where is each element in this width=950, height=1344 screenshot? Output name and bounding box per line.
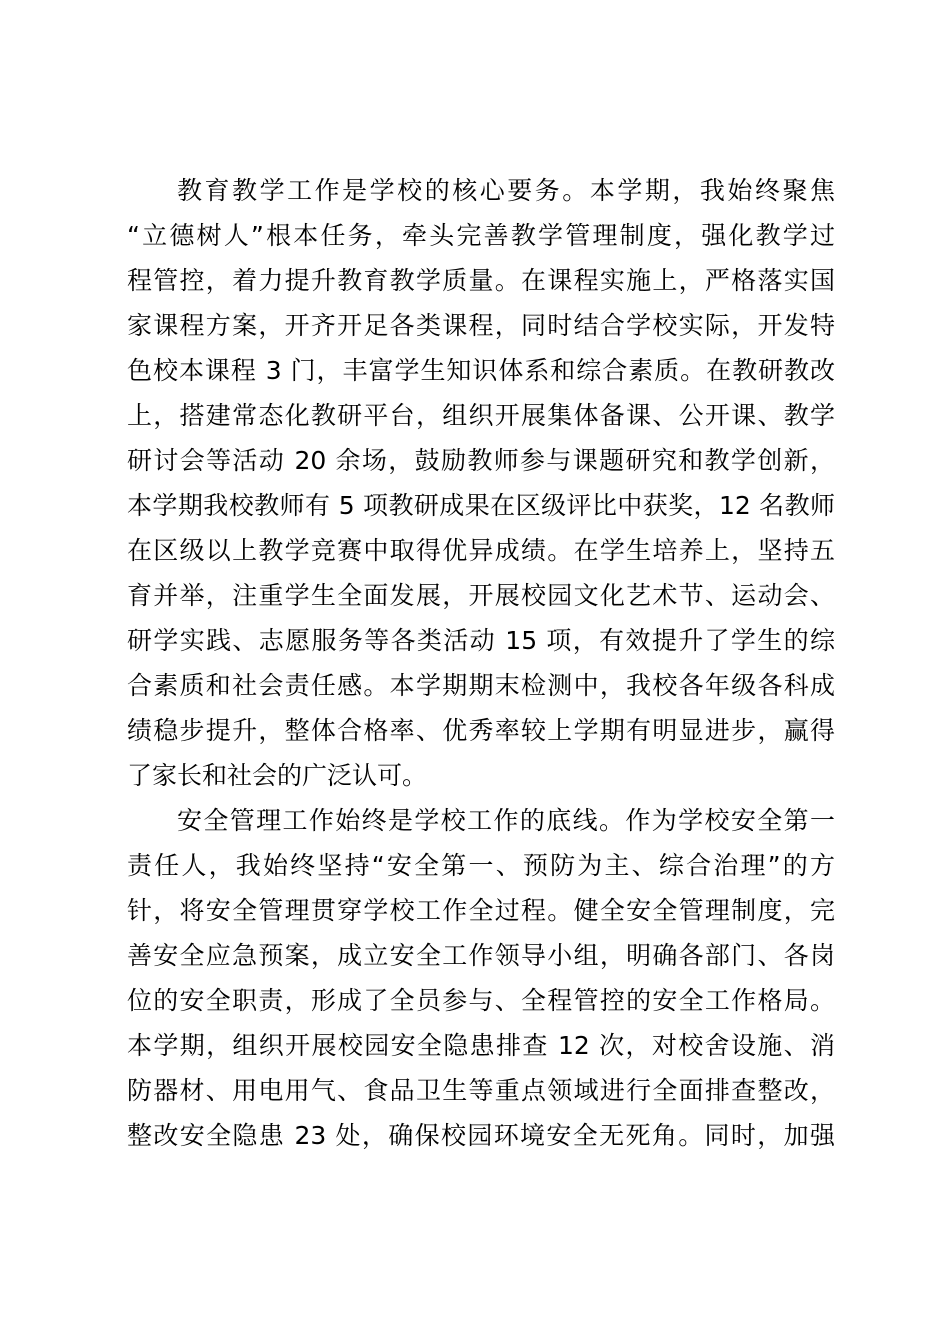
paragraph-line: 在区级以上教学竞赛中取得优异成绩。在学生培养上，坚持五 [127, 536, 835, 565]
paragraph-line: 合素质和社会责任感。本学期期末检测中，我校各年级各科成 [127, 671, 835, 700]
paragraph-line: “立德树人”根本任务，牵头完善教学管理制度，强化教学过 [127, 221, 835, 250]
paragraph-line: 家课程方案，开齐开足各类课程，同时结合学校实际，开发特 [127, 311, 835, 340]
paragraph-line: 绩稳步提升，整体合格率、优秀率较上学期有明显进步，赢得 [127, 716, 835, 745]
paragraph-line: 上，搭建常态化教研平台，组织开展集体备课、公开课、教学 [127, 401, 835, 430]
paragraph-line: 色校本课程 3 门，丰富学生知识体系和综合素质。在教研教改 [127, 356, 835, 385]
paragraph-teaching [127, 168, 835, 798]
paragraph-safety [127, 798, 835, 1158]
paragraph-line: 善安全应急预案，成立安全工作领导小组，明确各部门、各岗 [127, 941, 835, 970]
paragraph-line: 位的安全职责，形成了全员参与、全程管控的安全工作格局。 [127, 986, 835, 1015]
paragraph-line: 本学期，组织开展校园安全隐患排查 12 次，对校舍设施、消 [127, 1031, 835, 1060]
document-body [127, 168, 835, 1158]
paragraph-line: 防器材、用电用气、食品卫生等重点领域进行全面排查整改， [127, 1076, 835, 1105]
paragraph-line: 安全管理工作始终是学校工作的底线。作为学校安全第一 [177, 806, 835, 835]
paragraph-line: 程管控，着力提升教育教学质量。在课程实施上，严格落实国 [127, 266, 835, 295]
paragraph-line: 针，将安全管理贯穿学校工作全过程。健全安全管理制度，完 [127, 896, 835, 925]
paragraph-line: 了家长和社会的广泛认可。 [127, 761, 428, 790]
paragraph-line: 教育教学工作是学校的核心要务。本学期，我始终聚焦 [177, 176, 835, 205]
paragraph-line: 研讨会等活动 20 余场，鼓励教师参与课题研究和教学创新， [127, 446, 835, 475]
paragraph-line: 本学期我校教师有 5 项教研成果在区级评比中获奖，12 名教师 [127, 491, 835, 520]
paragraph-line: 责任人，我始终坚持“安全第一、预防为主、综合治理”的方 [127, 851, 835, 880]
paragraph-line: 育并举，注重学生全面发展，开展校园文化艺术节、运动会、 [127, 581, 835, 610]
paragraph-line: 整改安全隐患 23 处，确保校园环境安全无死角。同时，加强 [127, 1121, 835, 1150]
paragraph-line: 研学实践、志愿服务等各类活动 15 项，有效提升了学生的综 [127, 626, 835, 655]
